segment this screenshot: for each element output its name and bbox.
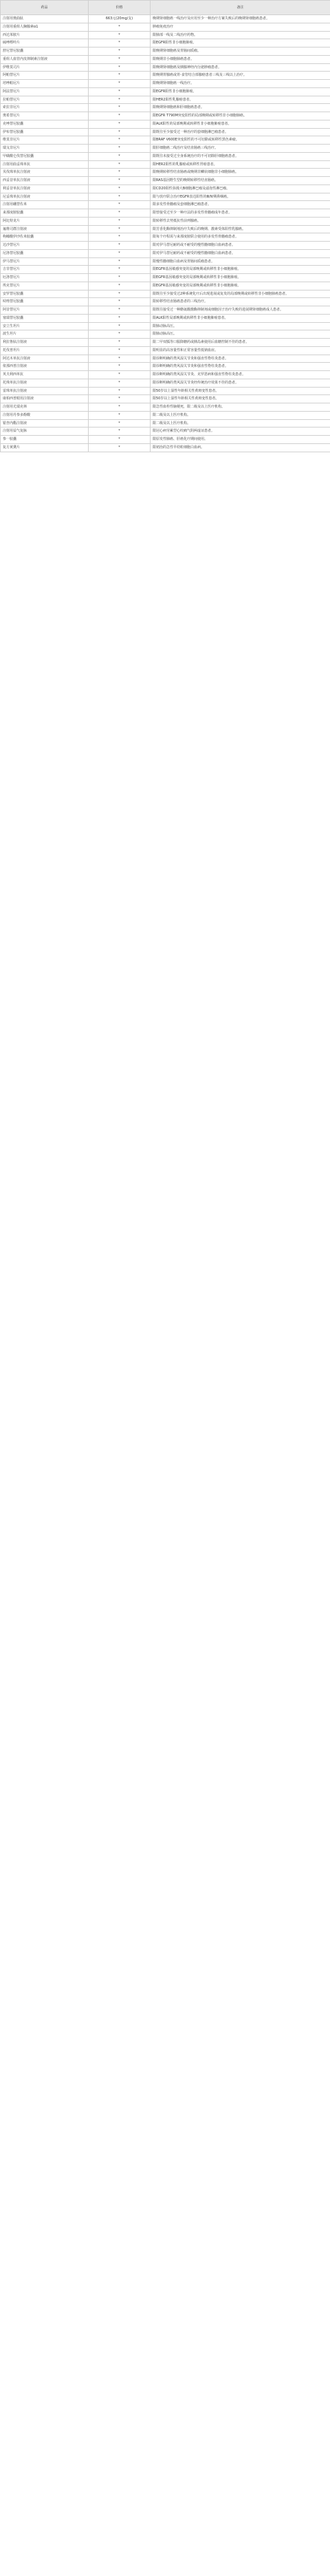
price-cell: *	[89, 330, 151, 339]
drug-name-cell: 氟维司群注射液	[1, 225, 89, 233]
note-cell: 限冠心病劳累型心绞痛气阴两虚证患者。	[151, 427, 330, 436]
price-cell: *	[89, 87, 151, 96]
note-cell: 限与放疗联合治疗EGFR表达阳性的Ⅲ/Ⅳ期鼻咽癌。	[151, 193, 330, 201]
note-cell: 限肝细胞癌二线治疗及结直肠癌三线治疗。	[151, 145, 330, 153]
table-row	[1, 152, 330, 160]
drug-name-cell: 舒尼替尼胶囊	[1, 47, 89, 56]
price-cell: 663元(20mg/支)	[89, 15, 151, 23]
table-row	[1, 419, 330, 427]
drug-name-cell: 伊维莫司片	[1, 63, 89, 72]
price-cell: *	[89, 379, 151, 387]
price-cell: *	[89, 177, 151, 185]
note-cell: 限晚期肾细胞癌及胰腺神经内分泌肿瘤患者。	[151, 63, 330, 72]
table-row	[1, 177, 330, 185]
drug-name-cell: 阿达木单抗注射液	[1, 355, 89, 363]
price-cell: *	[89, 39, 151, 47]
drug-name-cell: 西妥昔单抗注射液	[1, 177, 89, 185]
column-header-notes: 备注	[151, 1, 330, 15]
price-cell: *	[89, 160, 151, 169]
table-row	[1, 436, 330, 444]
price-cell: *	[89, 145, 151, 153]
table-row	[1, 322, 330, 330]
drug-name-cell: 拉帕替尼片	[1, 96, 89, 104]
table-row	[1, 169, 330, 177]
table-row	[1, 427, 330, 436]
note-cell: 限晚期肾细胞癌及胃肠间质瘤。	[151, 47, 330, 56]
drug-name-cell: 甲磺酸仑伐替尼胶囊	[1, 152, 89, 160]
drug-name-cell: 培唑帕尼片	[1, 80, 89, 88]
drug-name-cell: 硫唑嘌呤片	[1, 39, 89, 47]
table-row	[1, 298, 330, 306]
note-cell: 限EGFR基因敏感突变的局部晚期或转移性非小细胞肺癌。	[151, 282, 330, 290]
drug-name-cell: 阿昔替尼片	[1, 306, 89, 315]
drug-name-cell: 吉非替尼片	[1, 266, 89, 274]
note-cell: 限多发性骨髓瘤及套细胞淋巴瘤患者。	[151, 201, 330, 209]
note-cell: 限肺动脉高压。	[151, 322, 330, 330]
price-cell: *	[89, 371, 151, 379]
price-cell: *	[89, 55, 151, 63]
note-cell: 限EGFR T790M突变阳性的局部晚期或转移性非小细胞肺癌。	[151, 112, 330, 120]
price-cell: *	[89, 346, 151, 355]
table-row	[1, 346, 330, 355]
price-cell: *	[89, 314, 151, 322]
table-row	[1, 96, 330, 104]
note-cell: 限晚期肾细胞癌和肝细胞癌患者。	[151, 104, 330, 112]
note-cell: 限ALK阳性局部晚期或转移性非小细胞肺癌患者。	[151, 314, 330, 322]
note-cell: 限对伊马替尼耐药或不耐受的慢性髓细胞白血病患者。	[151, 242, 330, 250]
price-cell: *	[89, 96, 151, 104]
price-cell: *	[89, 339, 151, 347]
drug-name-cell: 阿法替尼片	[1, 87, 89, 96]
price-cell: *	[89, 249, 151, 257]
table-row	[1, 112, 330, 120]
drug-name-cell: 注射用曲妥珠单抗	[1, 160, 89, 169]
drug-name-cell: 厄洛替尼片	[1, 274, 89, 282]
note-cell: 限明显的高容量性和正常容量性低钠血症。	[151, 346, 330, 355]
price-cell: *	[89, 120, 151, 128]
price-cell: *	[89, 306, 151, 315]
note-cell: 限转移性结直肠癌患者的三线治疗。	[151, 298, 330, 306]
table-row	[1, 314, 330, 322]
table-row	[1, 355, 330, 363]
price-cell: *	[89, 298, 151, 306]
price-cell: *	[89, 209, 151, 218]
table-row	[1, 330, 330, 339]
note-cell: 限诊断明确的类风湿关节炎和强直性脊柱炎患者。	[151, 355, 330, 363]
note-cell: 限BRAF V600E突变阳性的不可切除或转移性黑色素瘤。	[151, 136, 330, 145]
price-cell: *	[89, 322, 151, 330]
table-row	[1, 274, 330, 282]
table-row	[1, 379, 330, 387]
drug-name-cell: 阿比特龙片	[1, 217, 89, 225]
table-row	[1, 72, 330, 80]
table-row	[1, 339, 330, 347]
price-cell: *	[89, 419, 151, 427]
price-cell: *	[89, 225, 151, 233]
table-header-row	[1, 1, 330, 15]
price-cell: *	[89, 395, 151, 403]
drug-name-cell: 塞瑞替尼胶囊	[1, 314, 89, 322]
drug-name-cell: 贝伐珠单抗注射液	[1, 169, 89, 177]
note-cell: 限二级及以上医疗机构。	[151, 411, 330, 419]
price-cell: *	[89, 282, 151, 290]
note-cell: 限CD20阳性弥漫大B细胞淋巴瘤及滤泡性淋巴瘤。	[151, 184, 330, 193]
price-cell: *	[89, 23, 151, 31]
drug-name-cell: 注射用重组人胸腺素α1	[1, 23, 89, 31]
price-cell: *	[89, 47, 151, 56]
column-header-drug: 药品	[1, 1, 89, 15]
table-row	[1, 282, 330, 290]
note-cell: 限慢性髓细胞白血病及胃肠间质瘤患者。	[151, 257, 330, 266]
drug-name-cell: 伊马替尼片	[1, 257, 89, 266]
drug-name-cell: 索拉非尼片	[1, 104, 89, 112]
price-cell: *	[89, 387, 151, 395]
drug-name-cell: 维莫非尼片	[1, 136, 89, 145]
table-row	[1, 443, 330, 452]
table-row	[1, 217, 330, 225]
note-cell: 限50岁以上湿性年龄相关性黄斑变性患者。	[151, 387, 330, 395]
price-cell: *	[89, 436, 151, 444]
drug-name-cell: 注射用硼替佐米	[1, 201, 89, 209]
table-row	[1, 160, 330, 169]
table-row	[1, 39, 330, 47]
note-cell: 限HER2阳性的乳腺癌或转移性胃癌患者。	[151, 160, 330, 169]
table-row	[1, 266, 330, 274]
drug-name-cell: 托珠单抗注射液	[1, 379, 89, 387]
table-row	[1, 249, 330, 257]
drug-name-cell: 依那西普注射液	[1, 363, 89, 371]
note-cell: 限初治的急性早幼粒细胞白血病。	[151, 443, 330, 452]
table-row	[1, 145, 330, 153]
table-row	[1, 55, 330, 63]
note-cell: 限EGFR基因敏感突变的局部晚期或转移性非小细胞肺癌。	[151, 266, 330, 274]
drug-name-cell: 呋喹替尼胶囊	[1, 298, 89, 306]
table-row	[1, 233, 330, 242]
price-cell: *	[89, 104, 151, 112]
drug-table	[0, 0, 330, 452]
drug-name-cell: 注射用丹参多酚酸	[1, 411, 89, 419]
note-cell: 限EGFR基因敏感突变的局部晚期或转移性非小细胞肺癌。	[151, 274, 330, 282]
table-row	[1, 201, 330, 209]
note-cell: 限转移性去势抵抗性前列腺癌。	[151, 217, 330, 225]
drug-name-cell: 注射用奥曲肽	[1, 15, 89, 23]
note-cell: 限急性血栓性脑梗死，限二级及以上医疗机构。	[151, 403, 330, 412]
drug-name-cell: 利拉鲁肽注射液	[1, 339, 89, 347]
drug-name-cell: 来那度胺胶囊	[1, 209, 89, 218]
drug-name-cell: 注射用益气复脉	[1, 427, 89, 436]
drug-name-cell: 英夫利西单抗	[1, 371, 89, 379]
price-cell: *	[89, 266, 151, 274]
note-cell: 限对伊马替尼耐药或不耐受的慢性髓细胞白血病患者。	[151, 249, 330, 257]
drug-name-cell: 利妥昔单抗注射液	[1, 184, 89, 193]
note-cell: 限肺部一线及二线治疗药物。	[151, 31, 330, 39]
drug-name-cell: 尼洛替尼胶囊	[1, 249, 89, 257]
price-cell: *	[89, 169, 151, 177]
price-cell: *	[89, 427, 151, 436]
price-cell: *	[89, 403, 151, 412]
table-row	[1, 104, 330, 112]
note-cell: 限肺动脉高压。	[151, 330, 330, 339]
price-cell: *	[89, 242, 151, 250]
table-row	[1, 193, 330, 201]
table-row	[1, 120, 330, 128]
drug-name-cell: 康柏西普眼用注射液	[1, 395, 89, 403]
table-row	[1, 242, 330, 250]
table-row	[1, 63, 330, 72]
drug-name-cell: 达沙替尼片	[1, 242, 89, 250]
price-cell: *	[89, 193, 151, 201]
drug-name-cell: 参一胶囊	[1, 436, 89, 444]
price-cell: *	[89, 136, 151, 145]
table-row	[1, 290, 330, 298]
table-row	[1, 87, 330, 96]
price-cell: *	[89, 80, 151, 88]
drug-name-cell: 克唑替尼胶囊	[1, 120, 89, 128]
drug-name-cell: 安立生坦片	[1, 322, 89, 330]
table-row	[1, 136, 330, 145]
note-cell: 限既往未接受过全身系统治疗的不可切除肝细胞癌患者。	[151, 152, 330, 160]
drug-name-cell: 瑞戈非尼片	[1, 145, 89, 153]
price-cell: *	[89, 233, 151, 242]
price-cell: *	[89, 274, 151, 282]
price-cell: *	[89, 217, 151, 225]
note-cell: 限二甲双胍等口服降糖药或胰岛素使用后血糖控制不佳的患者。	[151, 339, 330, 347]
note-cell: 肿瘤免疫治疗	[151, 23, 330, 31]
note-cell: 限RAS基因野生型的晚期转移性结直肠癌。	[151, 177, 330, 185]
table-row	[1, 128, 330, 136]
price-cell: *	[89, 363, 151, 371]
price-cell: *	[89, 31, 151, 39]
drug-name-cell: 注射用尤瑞克林	[1, 403, 89, 412]
note-cell: 限诊断明确的类风湿关节炎经传统治疗效果不佳的患者。	[151, 379, 330, 387]
drug-name-cell: 阿帕替尼片	[1, 72, 89, 80]
table-row	[1, 31, 330, 39]
note-cell: 限诊断明确的类风湿关节炎、克罗恩病和强直性脊柱炎患者。	[151, 371, 330, 379]
price-cell: *	[89, 290, 151, 298]
price-cell: *	[89, 128, 151, 136]
table-row	[1, 403, 330, 412]
note-cell: 限原发性肺癌、肝癌化疗期间使用。	[151, 436, 330, 444]
note-cell: 限每个疗程需与来那度胺联合使用的多发性骨髓瘤患者。	[151, 233, 330, 242]
price-cell: *	[89, 72, 151, 80]
note-cell: 限晚期非小细胞肺癌患者。	[151, 55, 330, 63]
price-cell: *	[89, 257, 151, 266]
drug-name-cell: 雷珠单抗注射液	[1, 387, 89, 395]
table-row	[1, 371, 330, 379]
drug-name-cell: 埃克替尼片	[1, 282, 89, 290]
column-header-price: 价格	[89, 1, 151, 15]
note-cell: 限EGFR阳性非小细胞肺癌。	[151, 39, 330, 47]
note-cell: 限晚期转移性结直肠癌或晚期非鳞状细胞非小细胞肺癌。	[151, 169, 330, 177]
table-row	[1, 387, 330, 395]
price-cell: *	[89, 443, 151, 452]
table-body	[1, 15, 330, 452]
note-cell: 限既往至少接受过2种系统化疗后出现进展或复发的局部晚期或转移性非小细胞肺癌患者。	[151, 290, 330, 298]
price-cell: *	[89, 112, 151, 120]
table-row	[1, 363, 330, 371]
drug-name-cell: 银杏内酯注射液	[1, 419, 89, 427]
table-row	[1, 411, 330, 419]
note-cell: 晚期肾细胞癌一线治疗及应用至少一种治疗方案失败后的晚期肾细胞癌患者。	[151, 15, 330, 23]
table-row	[1, 306, 330, 315]
price-cell: *	[89, 411, 151, 419]
note-cell: 限50岁以上湿性年龄相关性黄斑变性患者。	[151, 395, 330, 403]
note-cell: 限曾接受过至少一种疗法的多发性骨髓瘤成年患者。	[151, 209, 330, 218]
drug-name-cell: 伊布替尼胶囊	[1, 128, 89, 136]
note-cell: 限既往至少接受过一种治疗的套细胞淋巴瘤患者。	[151, 128, 330, 136]
note-cell: 限芳香化酶抑制剂治疗失败后的晚期、激素受体阳性乳腺癌。	[151, 225, 330, 233]
note-cell: 限ALK阳性的局部晚期或转移性非小细胞肺癌患者。	[151, 120, 330, 128]
drug-name-cell: 奥希替尼片	[1, 112, 89, 120]
table-row	[1, 209, 330, 218]
price-cell: *	[89, 184, 151, 193]
price-cell: *	[89, 355, 151, 363]
table-row	[1, 80, 330, 88]
table-row	[1, 184, 330, 193]
drug-name-cell: 托伐普坦片	[1, 346, 89, 355]
drug-name-cell: 复方黄黛片	[1, 443, 89, 452]
note-cell: 限二级及以上医疗机构。	[151, 419, 330, 427]
drug-name-cell: 重组人血管内皮抑制素注射液	[1, 55, 89, 63]
drug-name-cell: 西达苯胺片	[1, 31, 89, 39]
note-cell: 限诊断明确的类风湿关节炎和强直性脊柱炎患者。	[151, 363, 330, 371]
note-cell: 限既往接受过一种酪氨酸激酶抑制剂或细胞因子治疗失败的进展期肾细胞癌成人患者。	[151, 306, 330, 315]
drug-name-cell: 波生坦片	[1, 330, 89, 339]
note-cell: 限晚期胃腺癌或胃-食管结合部腺癌患者三线及三线以上治疗。	[151, 72, 330, 80]
drug-name-cell: 尼妥珠单抗注射液	[1, 193, 89, 201]
table-row	[1, 47, 330, 56]
table-row	[1, 257, 330, 266]
table-row	[1, 15, 330, 23]
note-cell: 限晚期肾细胞癌一线治疗。	[151, 80, 330, 88]
drug-name-cell: 安罗替尼胶囊	[1, 290, 89, 298]
note-cell: 限EGFR阳性非小细胞肺癌。	[151, 87, 330, 96]
price-cell: *	[89, 63, 151, 72]
price-cell: *	[89, 201, 151, 209]
table-row	[1, 225, 330, 233]
note-cell: 限HER2阳性乳腺癌患者。	[151, 96, 330, 104]
table-row	[1, 23, 330, 31]
table-row	[1, 395, 330, 403]
price-cell: *	[89, 152, 151, 160]
drug-name-cell: 枸橼酸伊沙佐米胶囊	[1, 233, 89, 242]
